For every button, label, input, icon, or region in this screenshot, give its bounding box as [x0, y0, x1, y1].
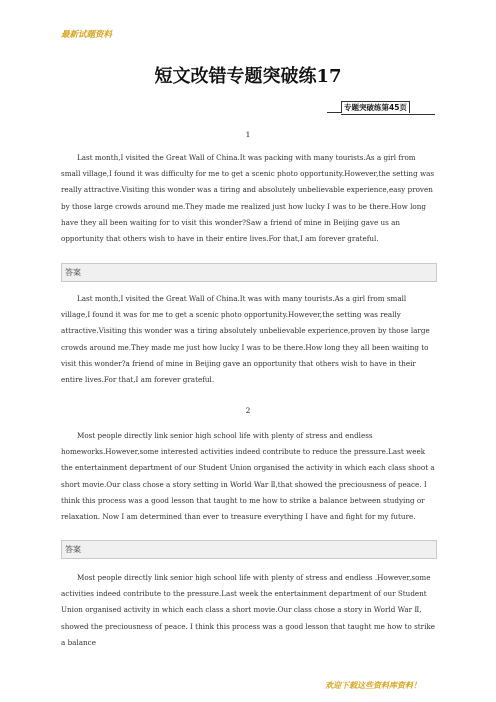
problem-1-text: Last month,I visited the Great Wall of China.It was packing with many tourists.As a girl from small village,I found it was difficulty for me to get a scenic photo opportunity.However,the setting was really attractive.Visiting this wonder was a tiring and absolutely unbelievable experience,easy proven by those large crowds around me.They made me realized just how lucky I was to be there.How long have they all been waiting for to visit this wonder?Saw a friend of mine in Beijing gave us an opportunity that others wish to have in their entire lives.For that,I am forever grateful.	[61, 153, 435, 244]
page-title: 短文改错专题突破练17	[154, 66, 342, 87]
answer-2-text: Most people directly link senior high school life with plenty of stress and endless .However,some activities indeed contribute to the pressure.Last week the entertainment department of our Student Union organised activity in which each class a short movie.Our class chose a story in World War Ⅱ, showed the preciousness of peace. I think this process was a good lesson that taught me how to strike a balance	[61, 573, 435, 647]
problem-number-1: 1	[245, 130, 251, 139]
answer-label-2: 答案	[65, 545, 81, 554]
page-ref-underline	[327, 112, 341, 113]
answer-bar-2	[61, 540, 437, 559]
problem-number-2: 2	[245, 406, 251, 415]
footer-brand-text: 欢迎下载这些资料库资料！	[325, 681, 421, 690]
answer-1-text: Last month,I visited the Great Wall of China.It was with many tourists.As a girl from small village,I found it was for me to get a scenic photo opportunity.However,the setting was really attractive.Visiting this wonder was a tiring absolutely unbelievable experience,proven by those large crowds around me.They made me just how lucky I was to be there.How long they all been waiting to visit this wonder?a friend of mine in Beijing gave an opportunity that others wish to have in their entire lives.For that,I am forever grateful.	[61, 294, 430, 385]
problem-2-text: Most people directly link senior high school life with plenty of stress and endless homeworks.However,some interested activities indeed contribute to reduce the pressure.Last week the entertainment department of our Student Union organised the activity in which each class shoot a short movie.Our class chose a story setting in World War Ⅱ,that showed the preciousness of peace. I think this process was a good lesson that taught to me how to strike a balance between studying or relaxation. Now I am determined than ever to treasure everything I have and fight for my future.	[61, 431, 435, 522]
answer-bar-1	[61, 263, 437, 282]
header-brand-text: 最新试题资料	[61, 30, 113, 40]
answer-label-1: 答案	[65, 268, 81, 277]
page-reference	[341, 101, 435, 115]
page-reference-label: 专题突破练第45页	[341, 101, 410, 113]
